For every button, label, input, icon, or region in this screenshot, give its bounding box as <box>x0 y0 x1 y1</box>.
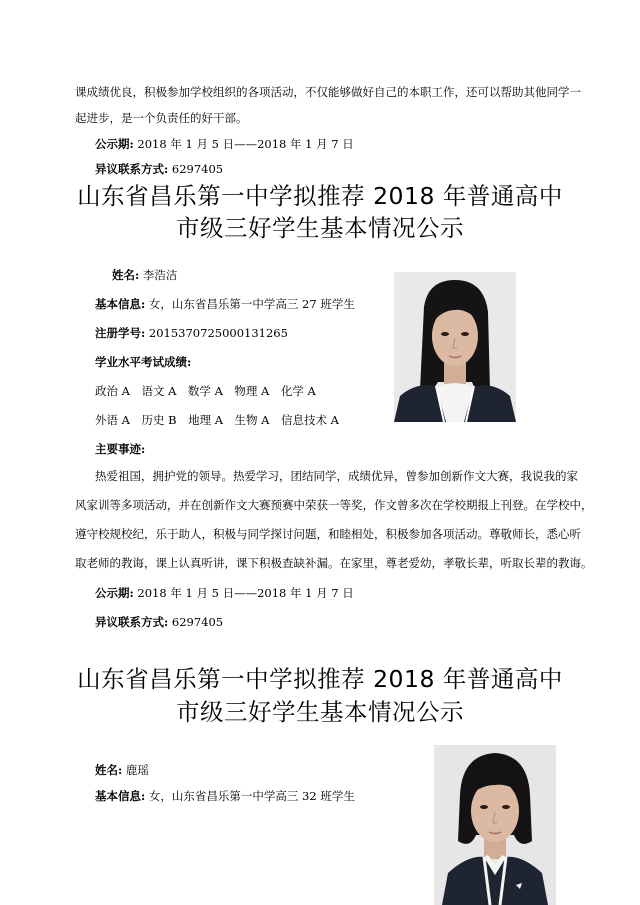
notice1-contact <box>95 614 223 630</box>
notice2-info <box>95 788 355 804</box>
info-label: 基本信息: <box>95 789 146 803</box>
name-value: 李浩洁 <box>142 268 178 282</box>
notice1-regno <box>95 325 288 341</box>
name-value: 鹿瑶 <box>125 763 149 777</box>
notice1-title-line2: 市级三好学生基本情况公示 <box>176 214 464 242</box>
notice1-scores-label: 学业水平考试成绩: <box>95 355 192 369</box>
contact-value: 6297405 <box>171 162 224 176</box>
period-label: 公示期: <box>95 586 134 600</box>
notice1-info <box>95 296 355 312</box>
notice2-title-line1: 山东省昌乐第一中学拟推荐 2018 年普通高中 <box>77 665 563 693</box>
contact-value: 6297405 <box>171 615 224 629</box>
contact-label: 异议联系方式: <box>95 615 169 629</box>
contact-label: 异议联系方式: <box>95 162 169 176</box>
info-value: 女，山东省昌乐第一中学高三 27 班学生 <box>148 297 355 311</box>
name-label: 姓名: <box>112 268 140 282</box>
period-label: 公示期: <box>95 137 134 151</box>
prev-body-line-1: 课成绩优良，积极参加学校组织的各项活动，不仅能够做好自己的本职工作，还可以帮助其他同学一 <box>75 85 581 99</box>
prev-contact <box>95 161 223 177</box>
notice1-scores-line2: 外语 A 历史 B 地理 A 生物 A 信息技术 A <box>95 413 339 427</box>
notice1-deeds-line3: 遵守校规校纪，乐于助人，积极与同学探讨问题，和睦相处，积极参加各项活动。尊敬师长，悉心听 <box>75 527 581 541</box>
period-value: 2018 年 1 月 5 日——2018 年 1 月 7 日 <box>137 137 354 151</box>
info-value: 女，山东省昌乐第一中学高三 32 班学生 <box>148 789 355 803</box>
prev-period <box>95 136 354 152</box>
notice1-title-line1: 山东省昌乐第一中学拟推荐 2018 年普通高中 <box>77 182 563 210</box>
notice2-title-line2: 市级三好学生基本情况公示 <box>176 698 464 726</box>
notice1-scores-line1: 政治 A 语文 A 数学 A 物理 A 化学 A <box>95 384 316 398</box>
notice1-deeds-label: 主要事迹: <box>95 442 146 456</box>
notice1-deeds-line4: 取老师的教诲，课上认真听讲，课下积极查缺补漏。在家里，尊老爱幼，孝敬长辈，听取长辈的教诲。 <box>75 556 593 570</box>
notice1-deeds-line2: 风家训等多项活动，并在创新作文大赛预赛中荣获一等奖，作文曾多次在学校期报上刊登。在学校中， <box>75 498 593 512</box>
notice1-deeds-line1: 热爱祖国，拥护党的领导。热爱学习，团结同学，成绩优异，曾参加创新作文大赛，我说我的家 <box>95 469 578 483</box>
notice1-period <box>95 585 354 601</box>
notice1-name <box>112 267 177 283</box>
name-label: 姓名: <box>95 763 123 777</box>
info-label: 基本信息: <box>95 297 146 311</box>
prev-body-line-2: 起进步，是一个负责任的好干部。 <box>75 111 248 125</box>
regno-label: 注册学号: <box>95 326 146 340</box>
regno-value: 2015370725000131265 <box>148 326 288 340</box>
student-photo-1 <box>394 272 516 422</box>
student-photo-2 <box>434 745 556 905</box>
period-value: 2018 年 1 月 5 日——2018 年 1 月 7 日 <box>137 586 354 600</box>
notice2-name <box>95 762 149 778</box>
